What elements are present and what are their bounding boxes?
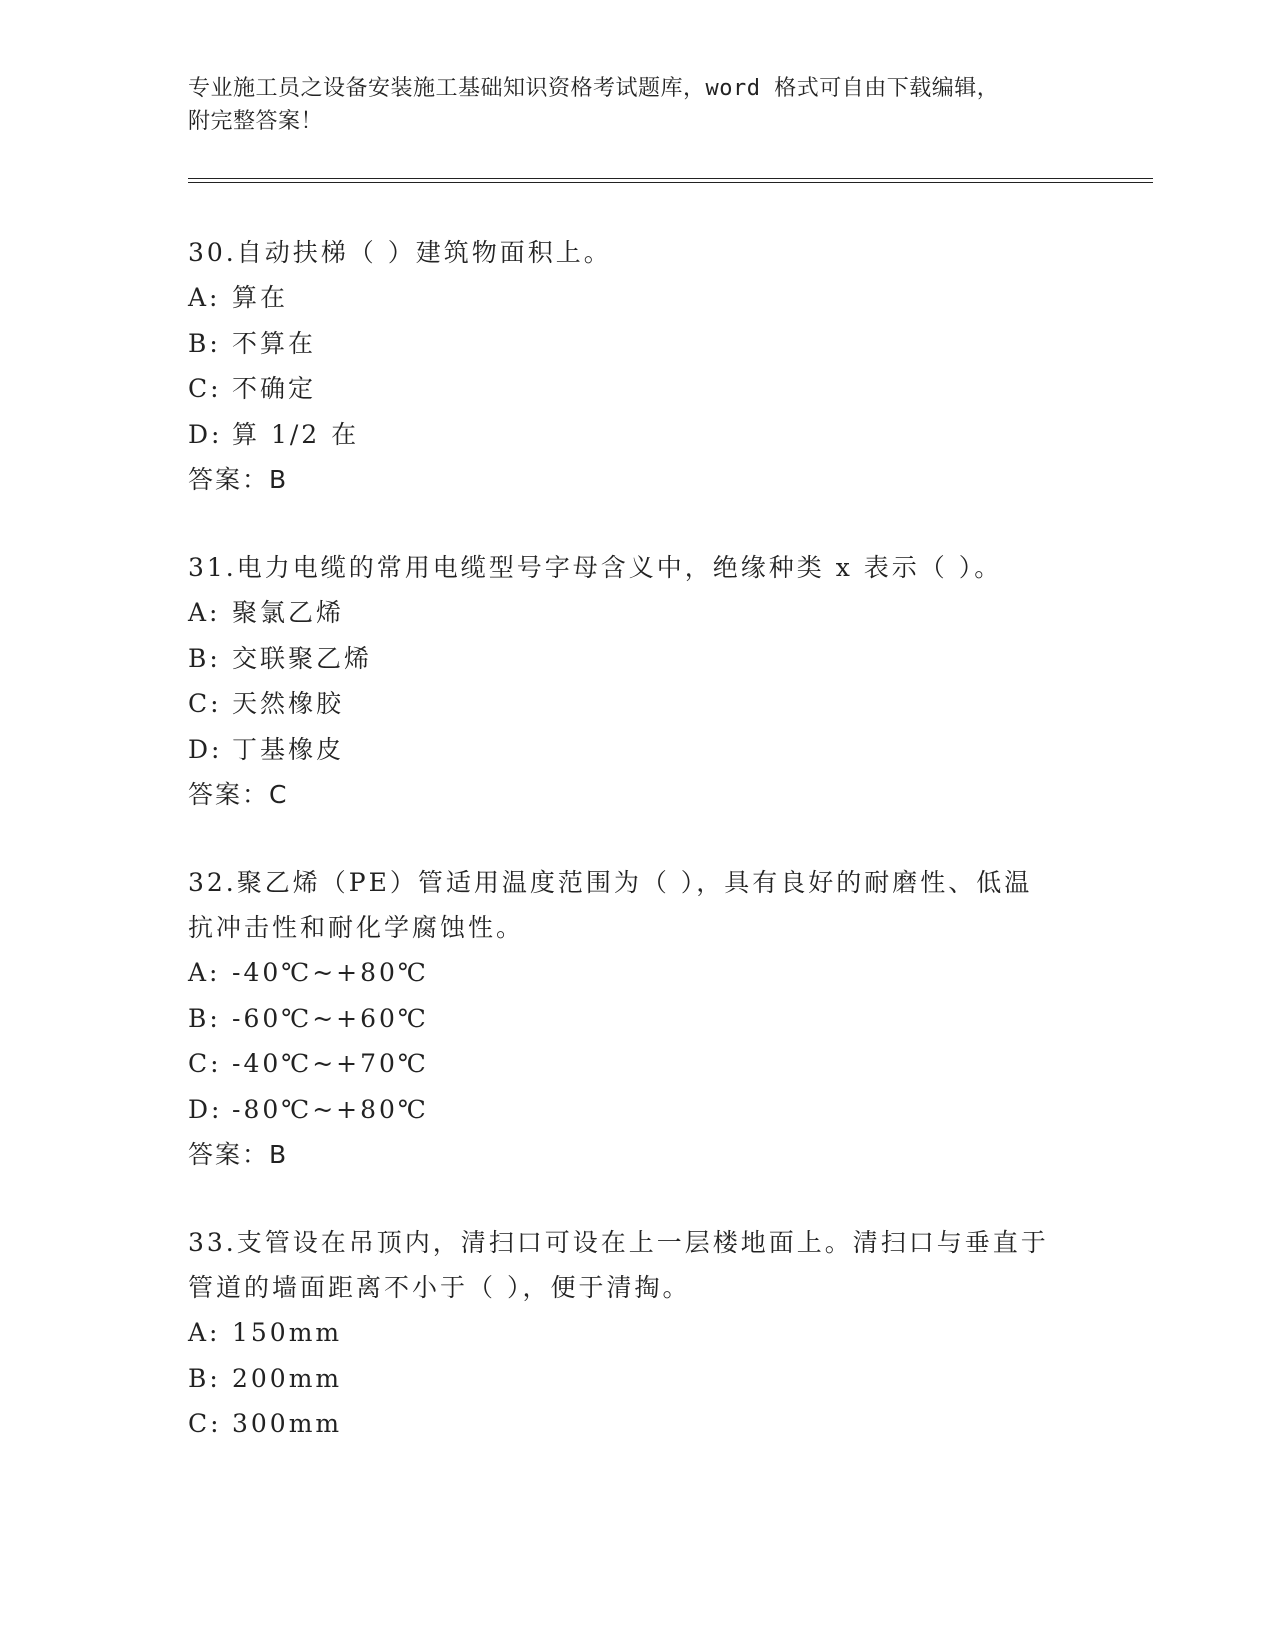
option-c	[188, 1401, 1068, 1447]
option-text: -80℃~+80℃	[232, 1094, 429, 1124]
answer-line: 答案：B	[188, 1140, 289, 1169]
question-stem-continued: 管道的墙面距离不小于（ ），便于清掏。	[188, 1273, 691, 1302]
option-letter: A:	[188, 958, 221, 987]
option-text: -40℃~+80℃	[232, 958, 429, 987]
question-stem: 31.电力电缆的常用电缆型号字母含义中，绝缘种类 x 表示（ ）。	[188, 553, 1003, 582]
option-a	[188, 1310, 1068, 1356]
option-letter: C:	[188, 689, 222, 718]
header-divider	[188, 178, 1153, 183]
answer-line: 答案：B	[188, 465, 289, 494]
option-letter: A:	[188, 598, 221, 627]
option-letter: B:	[188, 1003, 221, 1033]
question-32	[188, 860, 1068, 1178]
option-letter: A:	[188, 283, 221, 312]
question-stem-continued: 抗冲击性和耐化学腐蚀性。	[188, 913, 525, 942]
option-text: 算在	[232, 283, 289, 312]
option-text: 150mm	[232, 1318, 343, 1347]
option-a	[188, 950, 1068, 996]
question-30	[188, 230, 1068, 503]
option-text: 不算在	[232, 328, 317, 358]
option-b	[188, 321, 1068, 367]
option-d	[188, 412, 1068, 458]
header-line-2: 附完整答案！	[188, 109, 324, 134]
option-letter: C:	[188, 1409, 222, 1438]
option-text: -60℃~+60℃	[232, 1003, 429, 1033]
option-text: 天然橡胶	[232, 689, 345, 718]
answer-line: 答案：C	[188, 780, 289, 809]
option-c	[188, 366, 1068, 412]
document-header	[188, 72, 1068, 138]
option-letter: D:	[188, 1094, 223, 1124]
option-letter: A:	[188, 1318, 221, 1347]
option-text: 300mm	[232, 1409, 343, 1438]
option-text: 聚氯乙烯	[232, 598, 345, 627]
option-text: 丁基橡皮	[232, 734, 345, 764]
header-line-1: 专业施工员之设备安装施工基础知识资格考试题库，word 格式可自由下载编辑，	[188, 76, 1000, 101]
option-letter: B:	[188, 643, 221, 673]
option-letter: D:	[188, 419, 223, 449]
option-d	[188, 727, 1068, 773]
option-letter: B:	[188, 328, 221, 358]
option-c	[188, 681, 1068, 727]
option-a	[188, 590, 1068, 636]
question-31	[188, 545, 1068, 818]
option-letter: C:	[188, 374, 222, 403]
question-stem: 32.聚乙烯（PE）管适用温度范围为（ ），具有良好的耐磨性、低温	[188, 868, 1033, 897]
question-stem: 30.自动扶梯（ ）建筑物面积上。	[188, 238, 612, 267]
option-text: 交联聚乙烯	[232, 643, 373, 673]
option-letter: D:	[188, 734, 223, 764]
option-b	[188, 1356, 1068, 1402]
question-list	[188, 230, 1068, 1489]
option-text: 200mm	[232, 1363, 343, 1393]
question-stem: 33.支管设在吊顶内，清扫口可设在上一层楼地面上。清扫口与垂直于	[188, 1228, 1049, 1257]
option-b	[188, 636, 1068, 682]
option-c	[188, 1041, 1068, 1087]
option-letter: C:	[188, 1049, 222, 1078]
option-letter: B:	[188, 1363, 221, 1393]
option-b	[188, 996, 1068, 1042]
option-a	[188, 275, 1068, 321]
question-33	[188, 1220, 1068, 1447]
option-text: 算 1/2 在	[232, 419, 360, 449]
option-d	[188, 1087, 1068, 1133]
option-text: 不确定	[232, 374, 317, 403]
option-text: -40℃~+70℃	[232, 1049, 429, 1078]
